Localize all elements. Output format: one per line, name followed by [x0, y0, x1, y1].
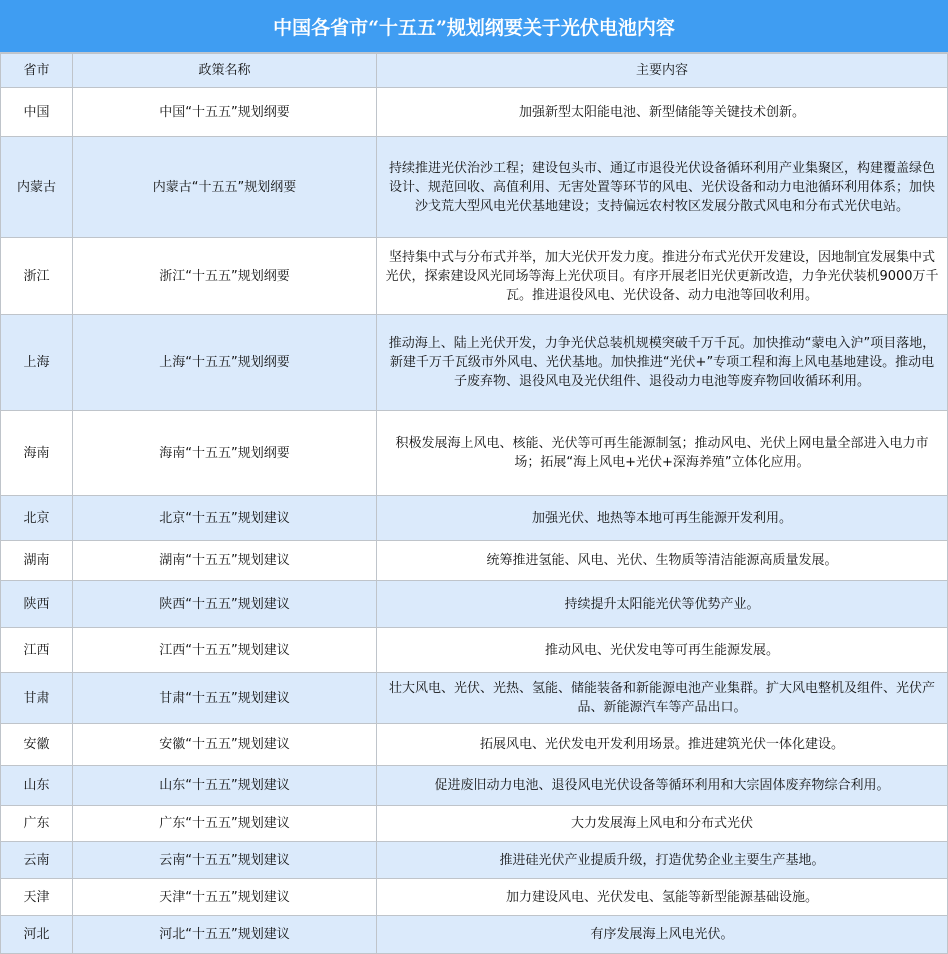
header-region: 省市 [1, 54, 73, 88]
policy-cell: 上海“十五五”规划纲要 [73, 315, 377, 411]
table-row [1, 411, 948, 496]
content-cell: 推进硅光伏产业提质升级，打造优势企业主要生产基地。 [377, 842, 948, 879]
content-cell: 持续提升太阳能光伏等优势产业。 [377, 581, 948, 628]
header-content: 主要内容 [377, 54, 948, 88]
table-row [1, 879, 948, 916]
content-cell: 有序发展海上风电光伏。 [377, 916, 948, 954]
policy-cell: 北京“十五五”规划建议 [73, 496, 377, 541]
policy-cell: 广东“十五五”规划建议 [73, 806, 377, 842]
content-cell: 拓展风电、光伏发电开发利用场景。推进建筑光伏一体化建设。 [377, 724, 948, 766]
table-row [1, 628, 948, 673]
table-row [1, 137, 948, 238]
content-cell: 加强新型太阳能电池、新型储能等关键技术创新。 [377, 88, 948, 137]
policy-cell: 甘肃“十五五”规划建议 [73, 673, 377, 724]
policy-cell: 湖南“十五五”规划建议 [73, 541, 377, 581]
content-cell: 积极发展海上风电、核能、光伏等可再生能源制氢；推动风电、光伏上网电量全部进入电力市场；拓展“海上风电+光伏+深海养殖”立体化应用。 [377, 411, 948, 496]
policy-cell: 中国“十五五”规划纲要 [73, 88, 377, 137]
table-row [1, 724, 948, 766]
region-cell: 云南 [1, 842, 73, 879]
region-cell: 广东 [1, 806, 73, 842]
policy-cell: 天津“十五五”规划建议 [73, 879, 377, 916]
table-row [1, 315, 948, 411]
policy-table [0, 53, 948, 954]
table-row [1, 496, 948, 541]
region-cell: 江西 [1, 628, 73, 673]
policy-cell: 浙江“十五五”规划纲要 [73, 238, 377, 315]
region-cell: 内蒙古 [1, 137, 73, 238]
policy-cell: 山东“十五五”规划建议 [73, 766, 377, 806]
region-cell: 上海 [1, 315, 73, 411]
region-cell: 海南 [1, 411, 73, 496]
content-cell: 统筹推进氢能、风电、光伏、生物质等清洁能源高质量发展。 [377, 541, 948, 581]
content-cell: 壮大风电、光伏、光热、氢能、储能装备和新能源电池产业集群。扩大风电整机及组件、光伏产品、新能源汽车等产品出口。 [377, 673, 948, 724]
region-cell: 安徽 [1, 724, 73, 766]
policy-cell: 内蒙古“十五五”规划纲要 [73, 137, 377, 238]
table-row [1, 842, 948, 879]
policy-cell: 江西“十五五”规划建议 [73, 628, 377, 673]
content-cell: 促进废旧动力电池、退役风电光伏设备等循环利用和大宗固体废弃物综合利用。 [377, 766, 948, 806]
policy-cell: 河北“十五五”规划建议 [73, 916, 377, 954]
content-cell: 推动海上、陆上光伏开发，力争光伏总装机规模突破千万千瓦。加快推动“蒙电入沪”项目落地，新建千万千瓦级市外风电、光伏基地。加快推进“光伏+”专项工程和海上风电基地建设。推动电子废弃物、退役风电及光伏组件、退役动力电池等废弃物回收循环利用。 [377, 315, 948, 411]
table-row [1, 806, 948, 842]
content-cell: 坚持集中式与分布式并举，加大光伏开发力度。推进分布式光伏开发建设，因地制宜发展集中式光伏，探索建设风光同场等海上光伏项目。有序开展老旧光伏更新改造，力争光伏装机9000万千瓦。推进退役风电、光伏设备、动力电池等回收利用。 [377, 238, 948, 315]
content-cell: 加强光伏、地热等本地可再生能源开发利用。 [377, 496, 948, 541]
content-cell: 加力建设风电、光伏发电、氢能等新型能源基础设施。 [377, 879, 948, 916]
region-cell: 湖南 [1, 541, 73, 581]
header-row [1, 54, 948, 88]
table-row [1, 88, 948, 137]
region-cell: 陕西 [1, 581, 73, 628]
region-cell: 北京 [1, 496, 73, 541]
header-policy: 政策名称 [73, 54, 377, 88]
table-row [1, 238, 948, 315]
table-row [1, 541, 948, 581]
region-cell: 甘肃 [1, 673, 73, 724]
policy-cell: 云南“十五五”规划建议 [73, 842, 377, 879]
table-row [1, 673, 948, 724]
policy-cell: 陕西“十五五”规划建议 [73, 581, 377, 628]
table-row [1, 581, 948, 628]
region-cell: 山东 [1, 766, 73, 806]
content-cell: 持续推进光伏治沙工程；建设包头市、通辽市退役光伏设备循环利用产业集聚区，构建覆盖绿色设计、规范回收、高值利用、无害处置等环节的风电、光伏设备和动力电池循环利用体系；加快沙戈荒大型风电光伏基地建设；支持偏远农村牧区发展分散式风电和分布式光伏电站。 [377, 137, 948, 238]
content-cell: 大力发展海上风电和分布式光伏 [377, 806, 948, 842]
policy-cell: 安徽“十五五”规划建议 [73, 724, 377, 766]
region-cell: 浙江 [1, 238, 73, 315]
region-cell: 中国 [1, 88, 73, 137]
region-cell: 天津 [1, 879, 73, 916]
content-cell: 推动风电、光伏发电等可再生能源发展。 [377, 628, 948, 673]
table-row [1, 916, 948, 954]
policy-cell: 海南“十五五”规划纲要 [73, 411, 377, 496]
table-row [1, 766, 948, 806]
table-title: 中国各省市“十五五”规划纲要关于光伏电池内容 [0, 0, 948, 53]
region-cell: 河北 [1, 916, 73, 954]
